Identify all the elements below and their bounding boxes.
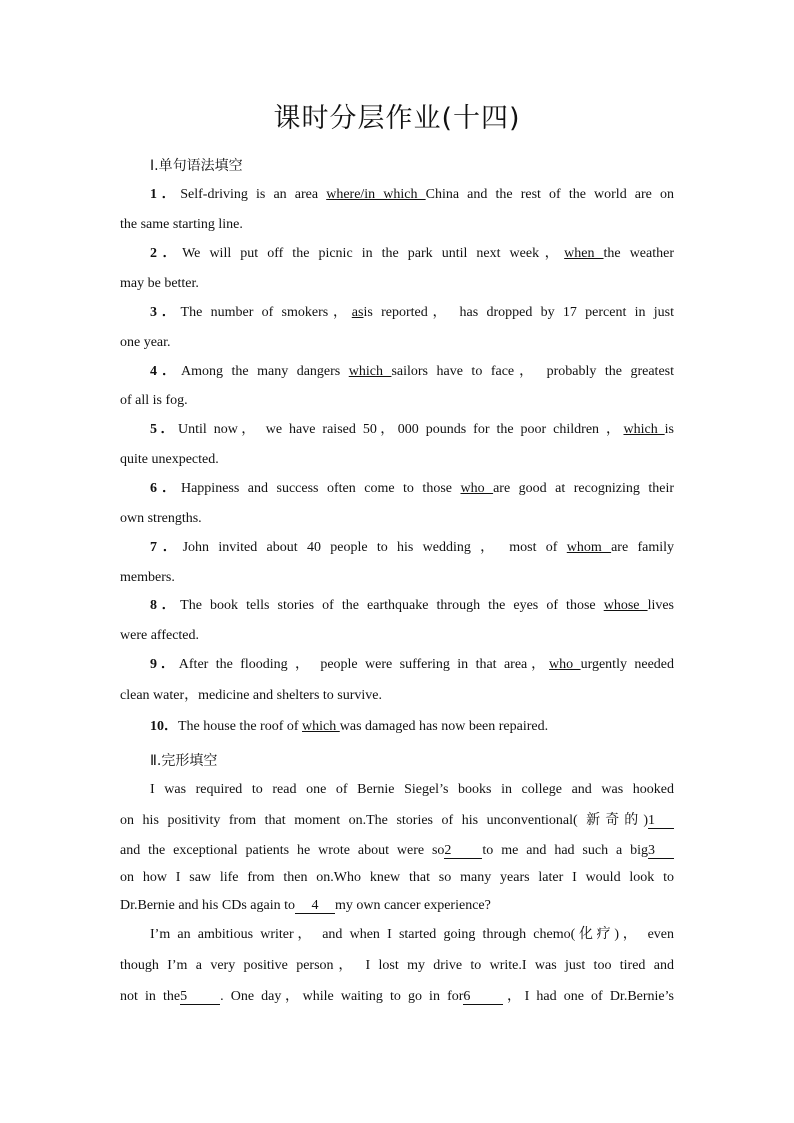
question-text: Among the many dangers xyxy=(181,364,349,379)
question-text: The number of smokers， xyxy=(180,305,352,320)
passage-line xyxy=(120,898,674,914)
question-1-line-1 xyxy=(150,187,674,203)
passage-line xyxy=(120,813,674,829)
question-text: is xyxy=(664,422,675,437)
blank-6: 6 xyxy=(463,989,503,1005)
answer: whose xyxy=(603,598,648,613)
question-number: 1． xyxy=(150,187,181,202)
question-text: John invited about 40 people to his wedding ， most of xyxy=(182,540,567,555)
answer: where/in which xyxy=(326,187,426,202)
question-9-line-1 xyxy=(150,657,674,673)
question-text: The house the roof of xyxy=(178,719,303,734)
question-6-line-1 xyxy=(150,481,674,497)
question-number: 6． xyxy=(150,481,181,496)
blank-3: 3 xyxy=(648,843,674,859)
question-text: is reported， has dropped by 17 percent in just xyxy=(363,305,675,320)
question-8-line-1 xyxy=(150,598,674,614)
question-number: 8． xyxy=(150,598,181,613)
question-2-line-2: may be better. xyxy=(120,276,199,291)
question-7-line-2: members. xyxy=(120,570,175,585)
question-3-line-1 xyxy=(150,305,674,321)
question-text: are good at recognizing their xyxy=(493,481,674,496)
question-number: 10． xyxy=(150,719,178,734)
passage-line xyxy=(120,989,674,1005)
question-text: Happiness and success often come to those xyxy=(180,481,461,496)
question-text: are family xyxy=(611,540,675,555)
question-1-line-2: the same starting line. xyxy=(120,217,243,232)
question-number: 3． xyxy=(150,305,181,320)
question-text: The book tells stories of the earthquake through the eyes of those xyxy=(180,598,604,613)
question-6-line-2: own strengths. xyxy=(120,511,202,526)
passage-line: I’m an ambitious writer， and when I started going through chemo(化疗)， even xyxy=(150,927,674,942)
blank-1: 1 xyxy=(648,813,674,829)
question-text: urgently needed xyxy=(580,657,674,672)
question-5-line-1 xyxy=(150,422,674,438)
question-text: Self-driving is an area xyxy=(180,187,327,202)
question-4-line-1 xyxy=(150,364,674,380)
question-number: 7． xyxy=(150,540,183,555)
question-text: After the flooding ， people were suffering in that area， xyxy=(178,657,550,672)
passage-line xyxy=(120,843,674,859)
question-text: Until now， we have raised 50，000 pounds for the poor children ， xyxy=(177,422,624,437)
section-heading-cloze: Ⅱ.完形填空 xyxy=(150,753,218,769)
question-number: 5． xyxy=(150,422,178,437)
passage-text: ，I had one of Dr.Bernie’s xyxy=(503,989,674,1004)
answer: which xyxy=(302,719,340,734)
question-7-line-1 xyxy=(150,540,674,556)
passage-text: my own cancer experience? xyxy=(334,898,491,913)
answer: when xyxy=(564,246,604,261)
question-text: the weather xyxy=(603,246,674,261)
passage-text: Dr.Bernie and his CDs again to xyxy=(120,898,295,913)
passage-text: and the exceptional patients he wrote about were so xyxy=(120,843,445,858)
question-3-line-2: one year. xyxy=(120,335,171,350)
blank-2: 2 xyxy=(444,843,482,859)
question-text: China and the rest of the world are on xyxy=(425,187,675,202)
question-text: lives xyxy=(647,598,675,613)
question-number: 2． xyxy=(150,246,183,261)
question-text: sailors have to face， probably the greatest xyxy=(391,364,675,379)
question-5-line-2: quite unexpected. xyxy=(120,452,219,467)
passage-text: . One day，while waiting to go in for xyxy=(220,989,464,1004)
passage-text: not in the xyxy=(120,989,181,1004)
question-4-line-2: of all is fog. xyxy=(120,393,188,408)
blank-5: 5 xyxy=(180,989,220,1005)
question-9-line-2: clean water，medicine and shelters to survive. xyxy=(120,688,383,703)
passage-line: though I’m a very positive person， I lost my drive to write.I was just too tired and xyxy=(120,958,674,973)
answer: who xyxy=(549,657,581,672)
question-2-line-1 xyxy=(150,246,674,262)
question-8-line-2: were affected. xyxy=(120,628,200,643)
section-heading-grammar: Ⅰ.单句语法填空 xyxy=(150,158,243,174)
question-text: was damaged has now been repaired. xyxy=(339,719,549,734)
passage-text: on his positivity from that moment on.The stories of his unconventional( 新奇的) xyxy=(120,813,648,828)
passage-text: to me and had such a big xyxy=(482,843,648,858)
passage-line: on how I saw life from then on.Who knew that so many years later I would look to xyxy=(120,870,674,885)
question-number: 9． xyxy=(150,657,179,672)
page-title: 课时分层作业(十四) xyxy=(273,103,521,134)
question-text: We will put off the picnic in the park until next week， xyxy=(182,246,565,261)
question-number: 4． xyxy=(150,364,181,379)
question-10-line-1 xyxy=(150,719,674,735)
passage-line: I was required to read one of Bernie Siegel’s books in college and was hooked xyxy=(150,782,674,797)
answer: which xyxy=(348,364,392,379)
blank-4: 4 xyxy=(295,898,335,914)
answer: as xyxy=(351,305,364,320)
answer: who xyxy=(460,481,494,496)
answer: whom xyxy=(566,540,612,555)
answer: which xyxy=(623,422,665,437)
